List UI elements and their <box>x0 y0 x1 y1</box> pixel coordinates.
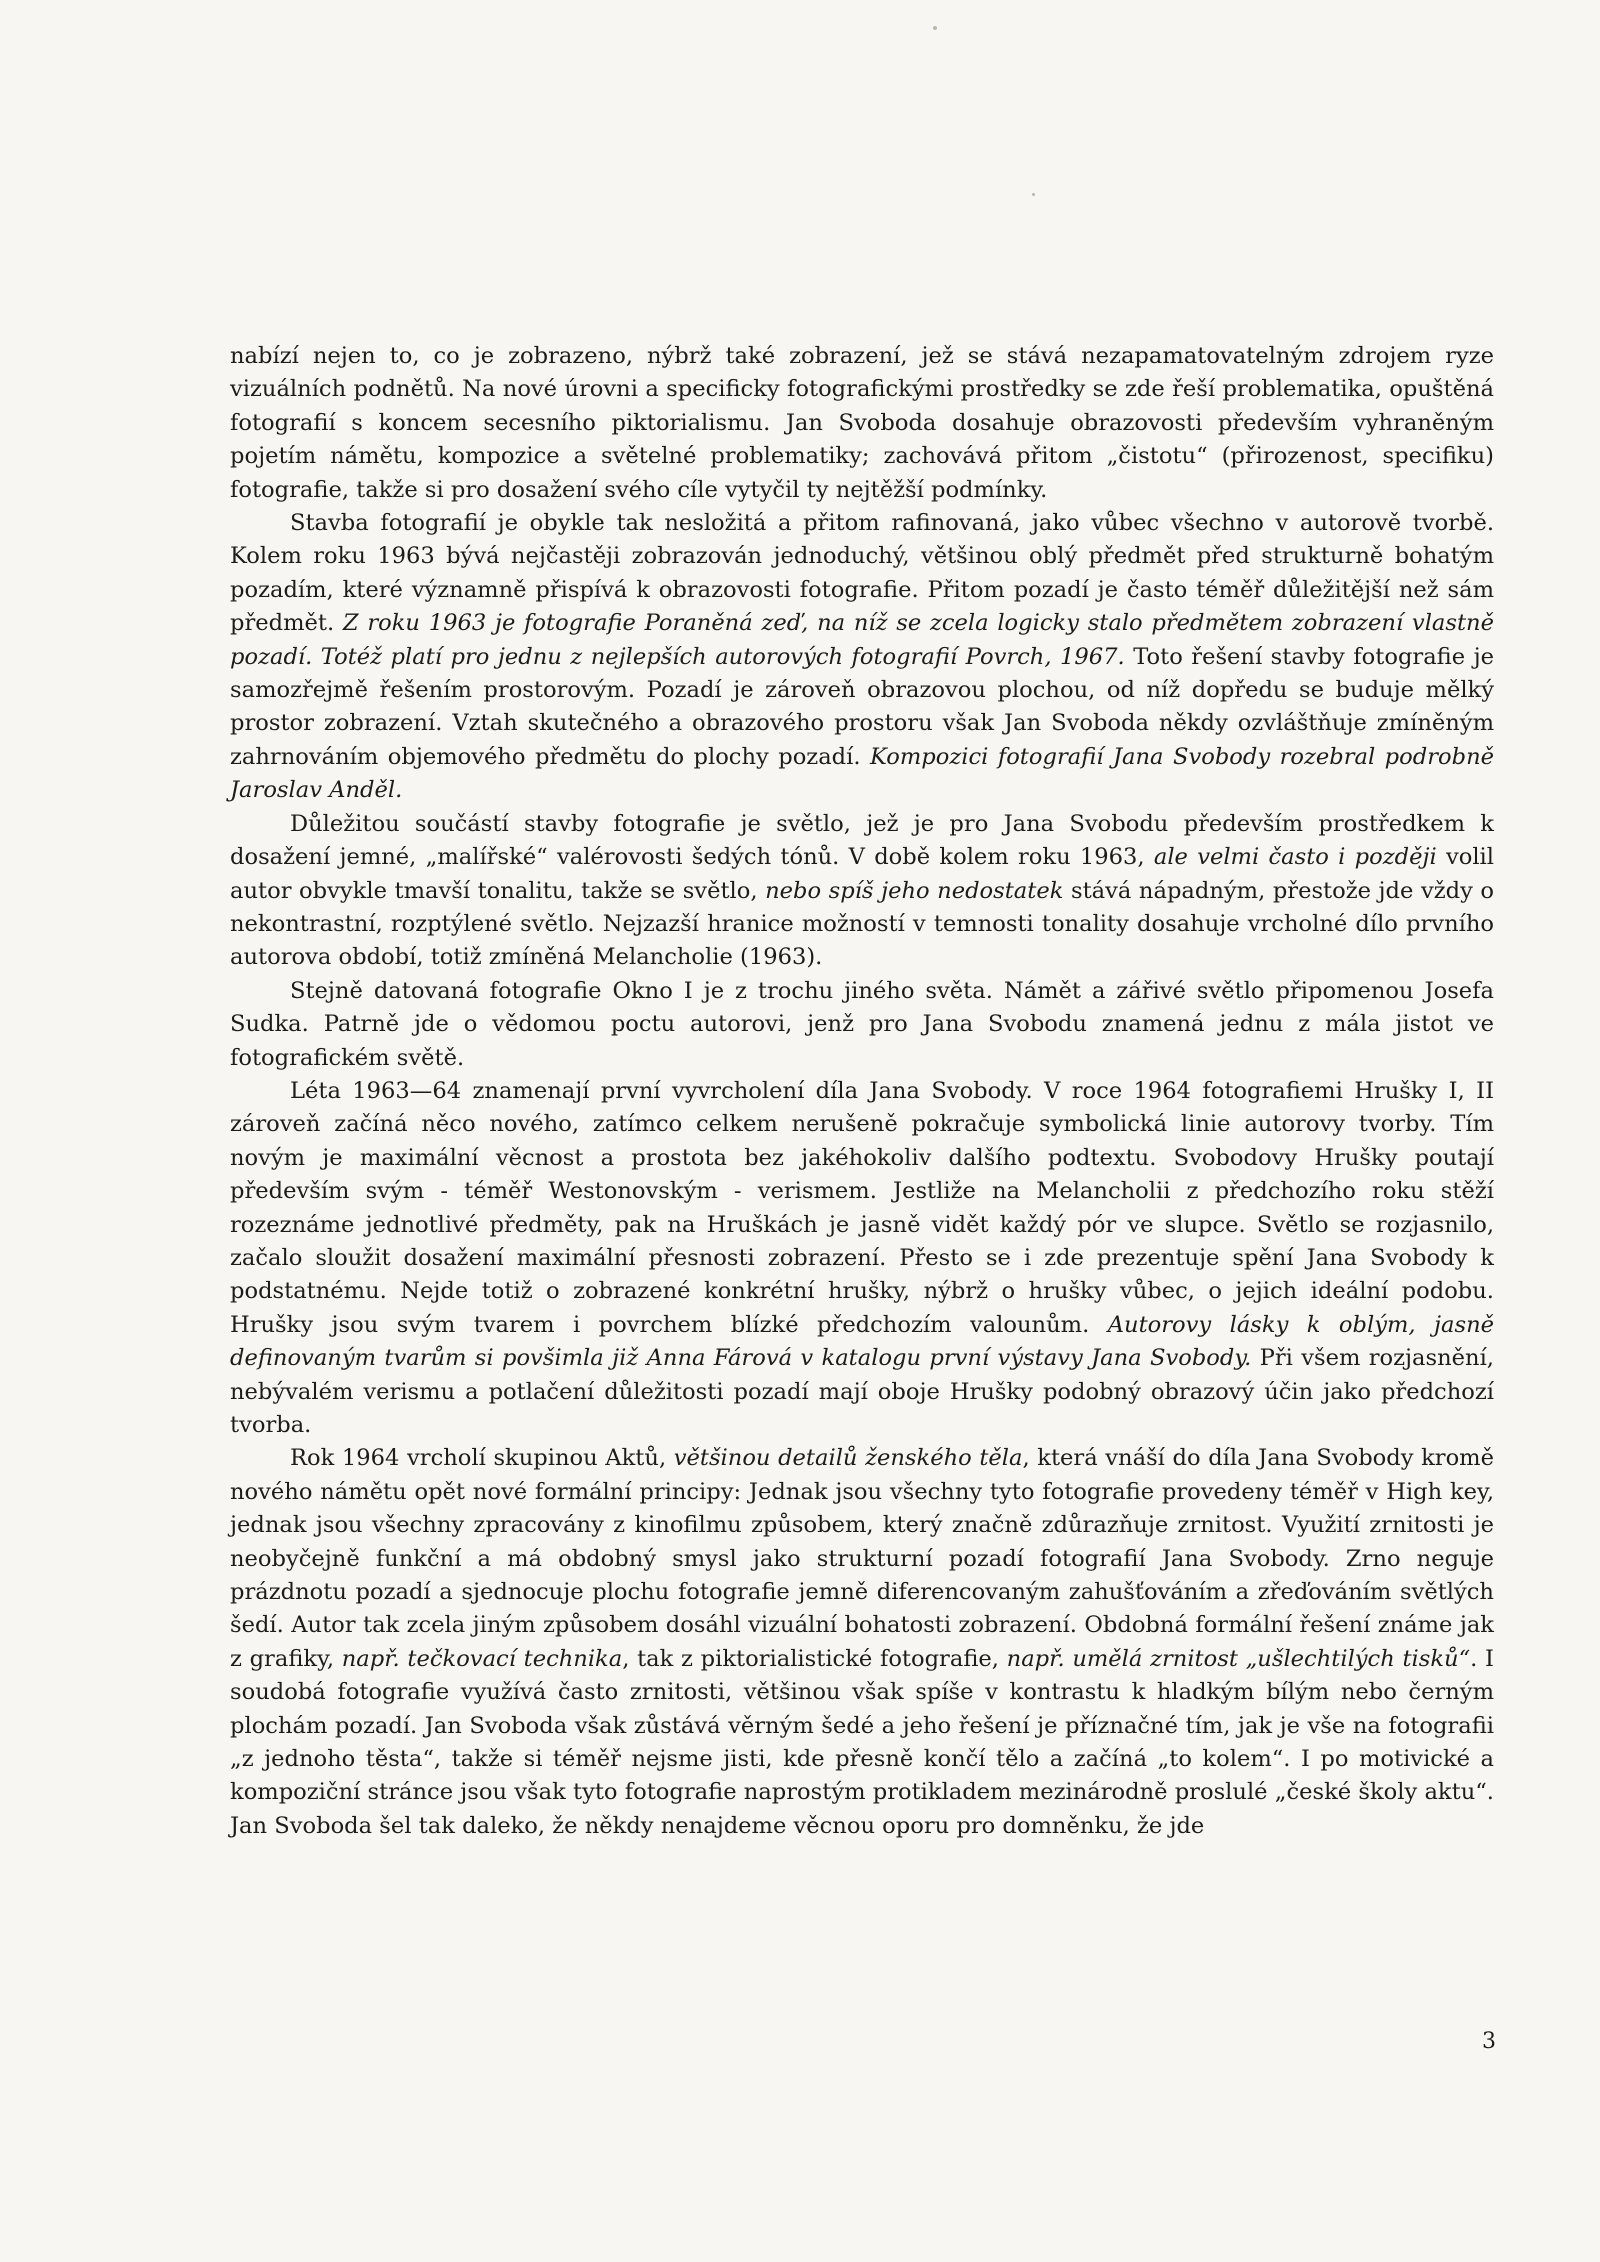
text-run: Toto řešení stavby fotografie je samozřejmě řešením prostorovým. Pozadí je zároveň obrazovou plochou, od níž dopředu se buduje mělký prostor zobrazení. Vztah skutečného a obrazového prostoru však Jan Svoboda někdy ozvláštňuje zmíněným zahrnováním objemového předmětu do plochy pozadí. <box>230 643 1494 770</box>
italic-run: např. umělá zrnitost „ušlechtilých tisků“ <box>1006 1645 1471 1672</box>
text-run: Při všem rozjasnění, nebývalém verismu a potlačení důležitosti pozadí mají oboje Hrušky podobný obrazový účin jako předchozí tvorba. <box>230 1345 1494 1438</box>
paper-speck <box>1032 193 1035 196</box>
paragraph <box>230 1442 1494 1843</box>
italic-run: nebo spíš jeho nedostatek <box>765 877 1064 904</box>
text-run: volil autor obvykle tmavší tonalitu, takže se světlo, <box>230 844 1495 904</box>
text-run: , tak z piktorialistické fotografie, <box>622 1645 1007 1672</box>
text-run: Rok 1964 vrcholí skupinou Aktů, <box>290 1445 674 1472</box>
paragraph <box>230 340 1494 507</box>
paragraph <box>230 808 1494 975</box>
text-run: stává nápadným, přestože jde vždy o nekontrastní, rozptýlené světlo. Nejzazší hranice možností v temnosti tonality dosahuje vrcholné dílo prvního autorova období, totiž zmíněná Melancholie (1963). <box>230 877 1494 971</box>
italic-run: Kompozici fotografií Jana Svobody rozebral podrobně Jaroslav Anděl. <box>230 743 1494 804</box>
text-run: nabízí nejen to, co je zobrazeno, nýbrž také zobrazení, jež se stává nezapamatovatelným zdrojem ryze vizuálních podnětů. Na nové úrovni a specificky fotografickými prostředky se zde řeší problematika, opuštěná fotografií s koncem secesního piktorialismu. Jan Svoboda dosahuje obrazovosti především vyhraněným pojetím námětu, kompozice a světelné problematiky; zachovává přitom „čistotu“ (přirozenost, specifiku) fotografie, takže si pro dosažení svého cíle vytyčil ty nejtěžší podmínky. <box>230 343 1494 503</box>
text-run: Stejně datovaná fotografie Okno I je z trochu jiného světa. Námět a zářivé světlo připomenou Josefa Sudka. Patrně jde o vědomou poctu autorovi, jenž pro Jana Svobodu znamená jednu z mála jistot ve fotografickém světě. <box>230 977 1494 1071</box>
paragraph <box>230 1075 1494 1442</box>
page-number: 3 <box>1482 2029 1496 2054</box>
italic-run: např. tečkovací technika <box>341 1645 623 1672</box>
text-run: Stavba fotografií je obykle tak nesložitá a přitom rafinovaná, jako vůbec všechno v autorově tvorbě. Kolem roku 1963 bývá nejčastěji zobrazován jednoduchý, většinou oblý předmět před strukturně bohatým pozadím, které významně přispívá k obrazovosti fotografie. Přitom pozadí je často téměř důležitější než sám předmět. <box>230 510 1494 637</box>
text-run: . I soudobá fotografie využívá často zrnitosti, většinou však spíše v kontrastu k hladkým bílým nebo černým plochám pozadí. Jan Svoboda však zůstává věrným šedé a jeho řešení je příznačné tím, jak je vše na fotografii „z jednoho těsta“, takže si téměř nejsme jisti, kde přesně končí tělo a začíná „to kolem“. I po motivické a kompoziční stránce jsou však tyto fotografie naprostým protikladem mezinárodně proslulé „české školy aktu“. Jan Svoboda šel tak daleko, že někdy nenajdeme věcnou oporu pro domněnku, že jde <box>230 1645 1494 1839</box>
italic-run: Z roku 1963 je fotografie Poraněná zeď, na níž se zcela logicky stalo předmětem zobrazení vlastně pozadí. Totéž platí pro jednu z nejlepších autorových fotografií Povrch, 1967. <box>230 610 1494 670</box>
paper-speck <box>933 26 937 30</box>
text-run: Důležitou součástí stavby fotografie je světlo, jež je pro Jana Svobodu především prostředkem k dosažení jemné, „malířské“ valérovosti šedých tónů. V době kolem roku 1963, <box>230 810 1494 871</box>
paragraph <box>230 975 1494 1075</box>
italic-run: většinou detailů ženského těla <box>673 1445 1023 1472</box>
text-run: Léta 1963—64 znamenají první vyvrcholení díla Jana Svobody. V roce 1964 fotografiemi Hrušky I, II zároveň začíná něco nového, zatímco celkem nerušeně pokračuje symbolická linie autorovy tvorby. Tím novým je maximální věcnost a prostota bez jakéhokoliv dalšího podtextu. Svobodovy Hrušky poutají především svým - téměř Westonovským - verismem. Jestliže na Melancholii z předchozího roku stěží rozeznáme jednotlivé předměty, pak na Hruškách je jasně vidět každý pór ve slupce. Světlo se rozjasnilo, začalo sloužit dosažení maximální přesnosti zobrazení. Přesto se i zde prezentuje spění Jana Svobody k podstatnému. Nejde totiž o zobrazené konkrétní hrušky, nýbrž o hrušky vůbec, o jejich ideální podobu. Hrušky jsou svým tvarem i povrchem blízké předchozím valounům. <box>230 1077 1494 1338</box>
italic-run: Autorovy lásky k oblým, jasně definovaným tvarům si povšimla již Anna Fárová v katalogu první výstavy Jana Svobody. <box>230 1311 1494 1372</box>
text-run: , která vnáší do díla Jana Svobody kromě nového námětu opět nové formální principy: Jednak jsou všechny tyto fotografie provedeny téměř v High key, jednak jsou všechny zpracovány z kinofilmu způsobem, který značně zdůrazňuje zrnitost. Využití zrnitosti je neobyčejně funkční a má obdobný smysl jako strukturní pozadí fotografií Jana Svobody. Zrno neguje prázdnotu pozadí a sjednocuje plochu fotografie jemně diferencovaným zahušťováním a zřeďováním světlých šedí. Autor tak zcela jiným způsobem dosáhl vizuální bohatosti zobrazení. Obdobná formální řešení známe jak z grafiky, <box>230 1445 1494 1672</box>
body-text <box>230 340 1494 1843</box>
italic-run: ale velmi často i později <box>1153 844 1437 871</box>
paragraph <box>230 507 1494 808</box>
